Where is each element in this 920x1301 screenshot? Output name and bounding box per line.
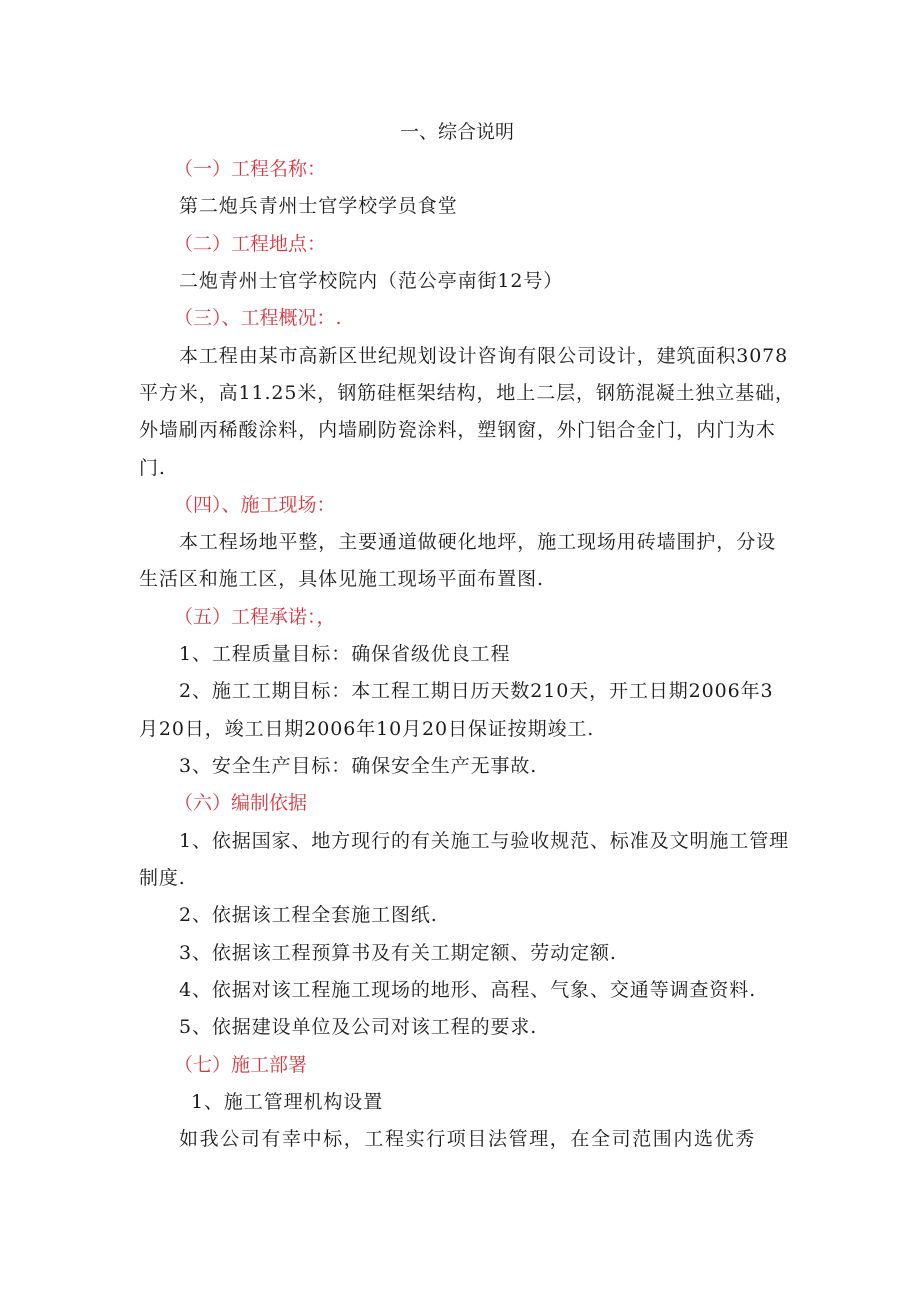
basis-item: 5、依据建设单位及公司对该工程的要求. xyxy=(179,1016,538,1038)
overview-line: 门. xyxy=(139,457,166,479)
section-heading-deployment: （七）施工部署 xyxy=(174,1054,308,1076)
basis-item: 3、依据该工程预算书及有关工期定额、劳动定额. xyxy=(179,942,617,964)
site-line: 本工程场地平整，主要通道做硬化地坪，施工现场用砖墙围护，分设 xyxy=(179,531,777,553)
project-location-text: 二炮青州士官学校院内（范公亭南街12号） xyxy=(179,270,564,292)
overview-line: 平方米，高11.25米，钢筋硅框架结构，地上二层，钢筋混凝土独立基础， xyxy=(139,382,795,404)
document-title: 一、综合说明 xyxy=(400,121,515,143)
section-heading-project-name: （一）工程名称： xyxy=(174,158,327,180)
commitment-schedule-line: 月20日，竣工日期2006年10月20日保证按期竣工. xyxy=(139,718,595,740)
overview-line: 外墙刷丙稀酸涂料，内墙刷防瓷涂料，塑钢窗，外门铝合金门，内门为木 xyxy=(139,419,776,441)
overview-line: 本工程由某市高新区世纪规划设计咨询有限公司设计，建筑面积3078 xyxy=(179,345,789,367)
basis-item: 4、依据对该工程施工现场的地形、高程、气象、交通等调查资料. xyxy=(179,979,757,1001)
site-line: 生活区和施工区，具体见施工现场平面布置图. xyxy=(139,568,544,590)
commitment-safety: 3、安全生产目标：确保安全生产无事故. xyxy=(179,755,538,777)
commitment-schedule-line: 2、施工工期目标：本工程工期日历天数210天，开工日期2006年3 xyxy=(179,680,774,702)
section-heading-basis: （六）编制依据 xyxy=(174,792,308,814)
deployment-text: 如我公司有幸中标，工程实行项目法管理，在全司范围内选优秀 xyxy=(179,1128,756,1150)
section-heading-commitments: （五）工程承诺：， xyxy=(174,606,336,628)
basis-item-line: 1、依据国家、地方现行的有关施工与验收规范、标准及文明施工管理 xyxy=(179,830,789,852)
basis-item: 2、依据该工程全套施工图纸. xyxy=(179,904,438,926)
commitment-quality: 1、工程质量目标：确保省级优良工程 xyxy=(179,643,511,665)
project-name-text: 第二炮兵青州士官学校学员食堂 xyxy=(179,195,458,217)
deployment-subheading: 1、施工管理机构设置 xyxy=(191,1091,384,1113)
section-heading-project-overview: （三）、工程概况：. xyxy=(174,307,342,329)
section-heading-construction-site: （四）、施工现场： xyxy=(174,494,336,516)
section-heading-project-location: （二）工程地点： xyxy=(174,233,327,255)
basis-item-line: 制度. xyxy=(139,867,186,889)
